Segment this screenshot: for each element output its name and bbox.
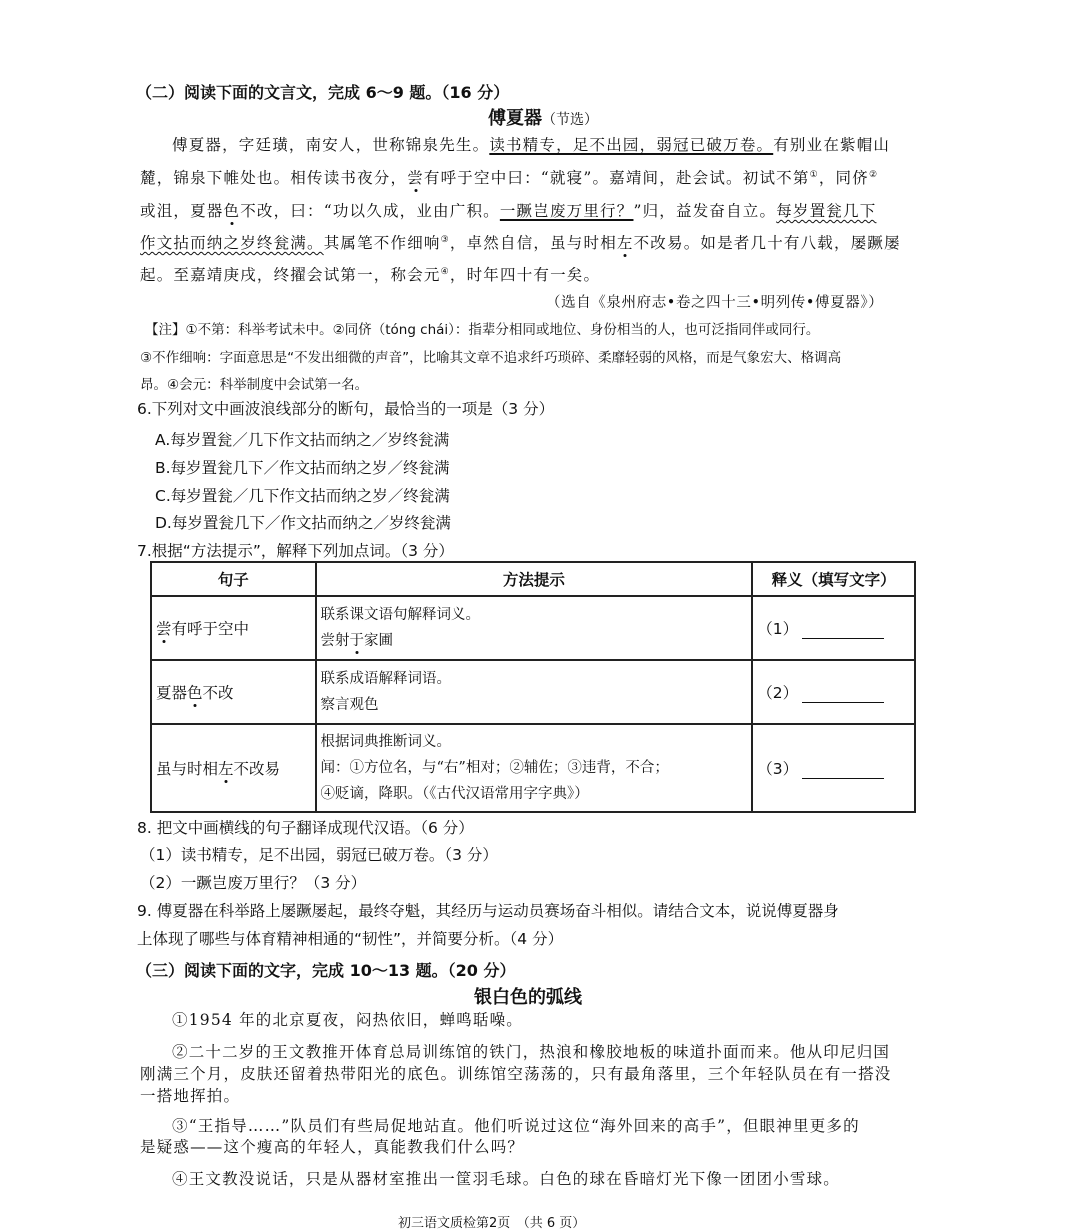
section3-heading: （三）阅读下面的文字，完成 10～13 题。（20 分） [136, 961, 516, 980]
passage-source: （选自《泉州府志•卷之四十三•明列传•傅夏器》） [546, 295, 884, 311]
q7-stem: 7.根据“方法提示”，解释下列加点词。（3 分） [137, 542, 454, 560]
answer-blank-1[interactable] [802, 624, 884, 639]
q8-sub-2: （2）一蹶岂废万里行？（3 分） [140, 874, 367, 892]
q7-table [150, 561, 916, 813]
header-sentence: 句子 [151, 562, 316, 596]
row3-hint: 根据词典推断词义。 闻：①方位名，与“右”相对；②辅佐；③违背，不合； ④贬谪，降职。（《古代汉语常用字字典》） [316, 724, 753, 812]
underlined-sentence-1: 读书精专，足不出园，弱冠已破万卷。 [489, 136, 774, 154]
row2-hint: 联系成语解释词语。 察言观色 [316, 660, 753, 724]
passage-line-2: 麓，锦泉下帷处也。相传读书夜分，尝有呼于空中曰：“就寝”。嘉靖间，赴会试。初试不第①，同侪② [140, 169, 879, 187]
passage-title-note: （节选） [542, 112, 598, 128]
story-para-2-line-2: 刚满三个月，皮肤还留着热带阳光的底色。训练馆空荡荡的，只有最角落里，三个年轻队员在有一搭没 [140, 1065, 892, 1083]
q6-option-c: C.每岁置瓮／几下作文拈而纳之岁／终瓮满 [155, 487, 450, 505]
q6-option-a: A.每岁置瓮／几下作文拈而纳之／岁终瓮满 [155, 431, 450, 449]
row2-sentence: 夏器色不改 [151, 660, 316, 724]
note-line-1: 【注】①不第：科举考试未中。②同侪（tóng chái）：指辈分相同或地位、身份相当的人，也可泛指同伴或同行。 [145, 322, 820, 338]
note-line-2: ③不作细响：字面意思是“不发出细微的声音”，比喻其文章不追求纤巧琐碎、柔靡轻弱的风格，而是气象宏大、格调高 [140, 350, 842, 366]
story-para-4: ④王文教没说话，只是从器材室推出一筐羽毛球。白色的球在昏暗灯光下像一团团小雪球。 [172, 1170, 841, 1188]
row3-answer[interactable]: （3） [752, 724, 915, 812]
passage-line-4: 作文拈而纳之岁终瓮满。其属笔不作细响③，卓然自信，虽与时相左不改易。如是者几十有八载，屡蹶屡 [140, 234, 901, 252]
q8-stem: 8. 把文中画横线的句子翻译成现代汉语。（6 分） [137, 819, 474, 837]
section2-heading: （二）阅读下面的文言文，完成 6～9 题。（16 分） [136, 83, 510, 102]
q6-stem: 6.下列对文中画波浪线部分的断句，最恰当的一项是（3 分） [137, 400, 555, 418]
q8-sub-1: （1）读书精专，足不出园，弱冠已破万卷。（3 分） [140, 846, 498, 864]
dotted-char-se: 色 [223, 202, 241, 220]
q9-line-1: 9. 傅夏器在科举路上屡蹶屡起，最终夺魁，其经历与运动员赛场奋斗相似。请结合文本，说说傅夏器身 [137, 902, 839, 920]
note-line-3: 昂。④会元：科举制度中会试第一名。 [140, 377, 369, 393]
passage-line-5: 起。至嘉靖庚戌，终擢会试第一，称会元④，时年四十有一矣。 [140, 266, 601, 284]
row3-sentence: 虽与时相左不改易 [151, 724, 316, 812]
story-para-3-line-1: ③“王指导……”队员们有些局促地站直。他们听说过这位“海外回来的高手”，但眼神里更多的 [172, 1117, 860, 1135]
q6-option-b: B.每岁置瓮几下／作文拈而纳之岁／终瓮满 [155, 459, 450, 477]
table-row [151, 660, 915, 724]
dotted-char-zuo: 左 [616, 234, 634, 252]
q9-line-2: 上体现了哪些与体育精神相通的“韧性”，并简要分析。（4 分） [137, 930, 564, 948]
passage-line-3: 或沮，夏器色不改，曰：“功以久成，业由广积。一蹶岂废万里行？”归，益发奋自立。每岁置瓮几下 [140, 202, 877, 220]
q6-option-d: D.每岁置瓮几下／作文拈而纳之／岁终瓮满 [155, 514, 451, 532]
q7-table-header [151, 562, 915, 596]
table-row [151, 724, 915, 812]
row1-answer[interactable]: （1） [752, 596, 915, 660]
story-title: 银白色的弧线 [474, 987, 582, 1008]
row1-hint: 联系课文语句解释词义。 尝射于家圃 [316, 596, 753, 660]
header-meaning: 释义（填写文字） [752, 562, 915, 596]
page-footer: 初三语文质检第2页 （共 6 页） [398, 1216, 586, 1231]
story-para-2-line-3: 一搭地挥拍。 [140, 1087, 241, 1105]
story-para-2-line-1: ②二十二岁的王文教推开体育总局训练馆的铁门，热浪和橡胶地板的味道扑面而来。他从印尼归国 [172, 1043, 891, 1061]
wavy-underlined-part-2: 作文拈而纳之岁终瓮满。 [140, 234, 324, 252]
table-row [151, 596, 915, 660]
dotted-char-chang: 尝 [407, 169, 424, 187]
story-para-3-line-2: 是疑惑——这个瘦高的年轻人，真能教我们什么吗？ [140, 1138, 525, 1156]
wavy-underlined-part-1: 每岁置瓮几下 [776, 202, 877, 220]
underlined-sentence-2: 一蹶岂废万里行？ [499, 202, 634, 220]
answer-blank-2[interactable] [802, 688, 884, 703]
row1-sentence: 尝有呼于空中 [151, 596, 316, 660]
answer-blank-3[interactable] [802, 764, 884, 779]
story-para-1: ①1954 年的北京夏夜，闷热依旧，蝉鸣聒噪。 [172, 1011, 523, 1029]
passage-line-1: 傅夏器，字廷璜，南安人，世称锦泉先生。读书精专，足不出园，弱冠已破万卷。有别业在紫帽山 [172, 136, 891, 154]
passage-title: 傅夏器（节选） [488, 108, 598, 129]
row2-answer[interactable]: （2） [752, 660, 915, 724]
header-method: 方法提示 [316, 562, 753, 596]
